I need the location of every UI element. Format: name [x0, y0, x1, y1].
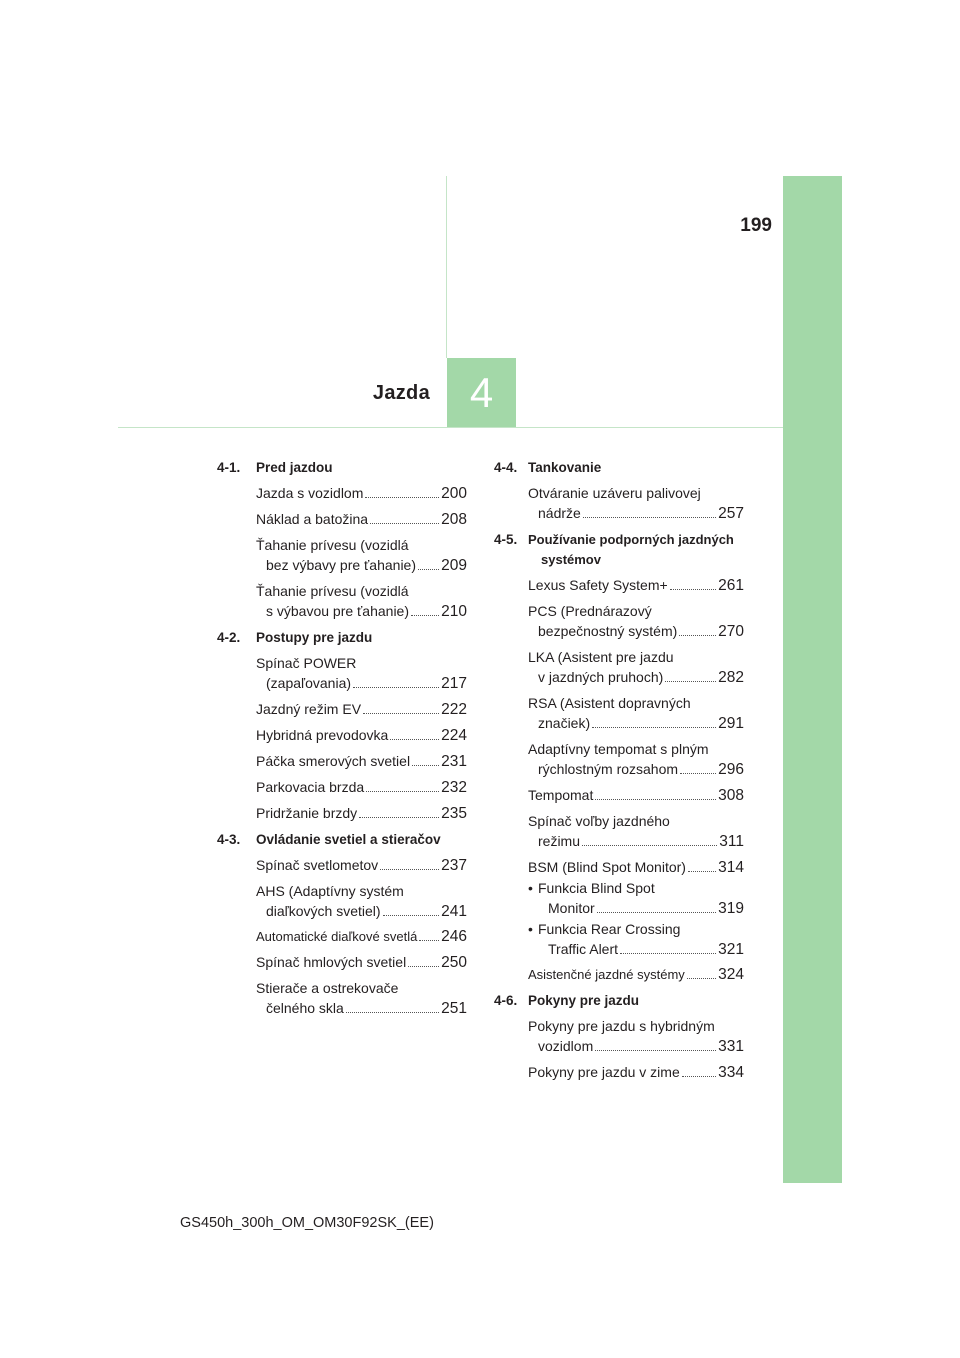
toc-section-4-4 — [494, 458, 744, 524]
toc-entry[interactable]: Spínač svetlometov 237 — [256, 857, 467, 874]
document-footer-code: GS450h_300h_OM_OM30F92SK_(EE) — [180, 1215, 434, 1231]
page-ref: 210 — [441, 603, 467, 620]
page-ref: 261 — [718, 577, 744, 594]
section-number: 4-2. — [217, 630, 241, 645]
page-ref: 241 — [441, 903, 467, 920]
page-ref: 308 — [718, 787, 744, 804]
section-title[interactable]: Postupy pre jazdu — [256, 630, 373, 645]
page-ref: 200 — [441, 485, 467, 502]
page-ref: 246 — [441, 928, 467, 945]
toc-entry[interactable]: Tempomat 308 — [528, 787, 744, 804]
page-ref: 237 — [441, 857, 467, 874]
section-title[interactable]: Používanie podporných jazdných systémov — [528, 532, 734, 567]
toc-section-4-1 — [217, 458, 467, 622]
toc-entry[interactable]: Otváranie uzáveru palivovej nádrže 257 — [528, 485, 744, 522]
bullet-icon: • — [528, 921, 533, 937]
page-ref: 232 — [441, 779, 467, 796]
header-horizontal-rule — [118, 427, 783, 428]
toc-entry[interactable]: Ťahanie prívesu (vozidlá bez výbavy pre ťahanie) 209 — [256, 537, 467, 574]
toc-entry[interactable]: Spínač hmlových svetiel 250 — [256, 954, 467, 971]
page-ref: 324 — [718, 966, 744, 983]
toc-left-column — [217, 458, 467, 1025]
bullet-icon: • — [528, 880, 533, 896]
chapter-number-box: 4 — [447, 358, 516, 427]
toc-entry[interactable]: Hybridná prevodovka 224 — [256, 727, 467, 744]
toc-entry[interactable]: Jazdný režim EV 222 — [256, 701, 467, 718]
page-ref: 224 — [441, 727, 467, 744]
toc-section-4-6 — [494, 991, 744, 1083]
section-number: 4-6. — [494, 993, 518, 1008]
page-ref: 311 — [719, 833, 744, 850]
page-ref: 217 — [441, 675, 467, 692]
section-title[interactable]: Pred jazdou — [256, 460, 333, 475]
section-title[interactable]: Pokyny pre jazdu — [528, 993, 640, 1008]
toc-entry[interactable]: Stierače a ostrekovače čelného skla 251 — [256, 980, 467, 1017]
toc-entry[interactable]: Jazda s vozidlom 200 — [256, 485, 467, 502]
toc-entry[interactable]: PCS (Prednárazový bezpečnostný systém) 270 — [528, 603, 744, 640]
toc-entry[interactable]: Náklad a batožina 208 — [256, 511, 467, 528]
toc-entry[interactable]: Páčka smerových svetiel 231 — [256, 753, 467, 770]
toc-section-4-3 — [217, 830, 467, 1019]
page-number: 199 — [740, 215, 772, 236]
toc-sub-entry[interactable]: • Funkcia Blind Spot Monitor 319 — [528, 880, 744, 917]
page-ref: 282 — [718, 669, 744, 686]
page-ref: 209 — [441, 557, 467, 574]
page-ref: 331 — [718, 1038, 744, 1055]
toc-entry[interactable]: Spínač voľby jazdného režimu 311 — [528, 813, 744, 850]
toc-entry[interactable]: Lexus Safety System+ 261 — [528, 577, 744, 594]
toc-entry[interactable]: Asistenčné jazdné systémy 324 — [528, 966, 744, 983]
page-ref: 270 — [718, 623, 744, 640]
page-ref: 257 — [718, 505, 744, 522]
toc-entry[interactable]: Pokyny pre jazdu s hybridným vozidlom 331 — [528, 1018, 744, 1055]
chapter-side-tab — [783, 176, 842, 1183]
page-ref: 319 — [718, 900, 744, 917]
chapter-title: Jazda — [372, 382, 430, 404]
page-ref: 250 — [441, 954, 467, 971]
toc-entry[interactable]: Pridržanie brzdy 235 — [256, 805, 467, 822]
page-ref: 314 — [718, 859, 744, 876]
section-number: 4-5. — [494, 532, 518, 547]
header-vertical-rule — [446, 176, 447, 358]
section-title[interactable]: Tankovanie — [528, 460, 602, 475]
page-ref: 208 — [441, 511, 467, 528]
toc-sub-entry[interactable]: • Funkcia Rear Crossing Traffic Alert 321 — [528, 921, 744, 958]
page-ref: 296 — [718, 761, 744, 778]
page-ref: 235 — [441, 805, 467, 822]
toc-right-column — [494, 458, 744, 1089]
page-ref: 222 — [441, 701, 467, 718]
section-number: 4-1. — [217, 460, 241, 475]
section-number: 4-3. — [217, 832, 241, 847]
toc-entry[interactable]: BSM (Blind Spot Monitor) 314 — [528, 859, 744, 876]
toc-entry[interactable]: Spínač POWER (zapaľovania) 217 — [256, 655, 467, 692]
toc-entry[interactable]: Parkovacia brzda 232 — [256, 779, 467, 796]
page-ref: 231 — [441, 753, 467, 770]
toc-entry[interactable]: LKA (Asistent pre jazdu v jazdných pruhoch) 282 — [528, 649, 744, 686]
page-ref: 334 — [718, 1064, 744, 1081]
page-ref: 291 — [718, 715, 744, 732]
toc-entry[interactable]: Pokyny pre jazdu v zime 334 — [528, 1064, 744, 1081]
toc-entry[interactable]: AHS (Adaptívny systém diaľkových svetiel) 241 — [256, 883, 467, 920]
toc-entry[interactable]: RSA (Asistent dopravných značiek) 291 — [528, 695, 744, 732]
page-ref: 321 — [718, 941, 744, 958]
toc-entry[interactable]: Automatické diaľkové svetlá 246 — [256, 928, 467, 945]
section-number: 4-4. — [494, 460, 518, 475]
toc-section-4-5 — [494, 530, 744, 985]
toc-entry[interactable]: Ťahanie prívesu (vozidlá s výbavou pre ťahanie) 210 — [256, 583, 467, 620]
toc-section-4-2 — [217, 628, 467, 824]
section-title[interactable]: Ovládanie svetiel a stieračov — [256, 832, 441, 847]
page-ref: 251 — [441, 1000, 467, 1017]
toc-entry[interactable]: Adaptívny tempomat s plným rýchlostným rozsahom 296 — [528, 741, 744, 778]
